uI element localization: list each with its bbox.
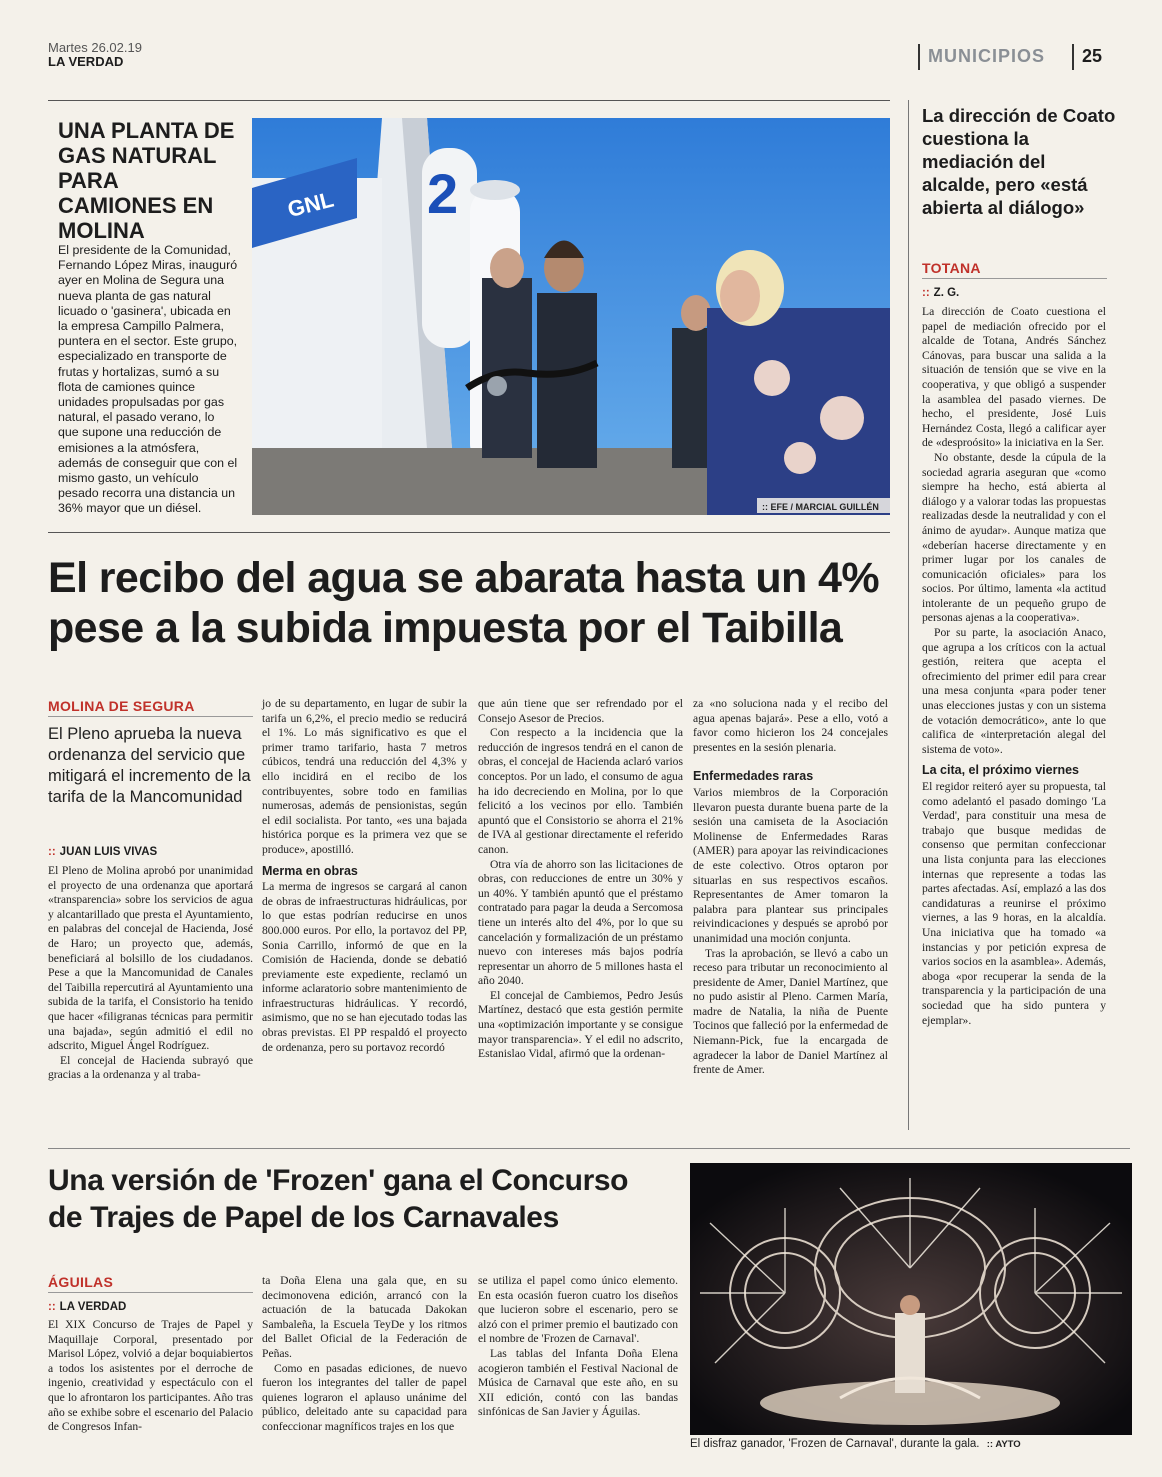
gas-photo-credit: :: EFE / MARCIAL GUILLÉN (762, 502, 879, 512)
frozen-col2-p2: Como en pasadas ediciones, de nuevo fueron los integrantes del taller de papel quienes lograron el aplauso unánime del público, deleitado ante su capacidad para confeccionar magníficos trajes en los que (262, 1361, 467, 1433)
water-headline-line1: El recibo del agua se abarata hasta un 4% (48, 554, 879, 602)
coato-p3: Por su parte, la asociación Anaco, que agrupa a los críticos con la actual gestión, reitera que acepta el ofrecimiento del primer edil para crear una mesa conjunta «para poder tener unas elecciones justas y con un sistema de votación democrático», ante lo que califica de «interpretación alegal del sistema de voto». (922, 626, 1106, 756)
frozen-headline-line2: de Trajes de Papel de los Carnavales (48, 1201, 559, 1234)
carnival-costume-illustration (690, 1163, 1132, 1435)
water-byline-text: JUAN LUIS VIVAS (59, 846, 158, 858)
carnival-photo (690, 1163, 1132, 1435)
enfermedades-subhead: Enfermedades raras (693, 769, 814, 784)
water-col1-p2: El concejal de Hacienda subrayó que gracias a la ordenanza y al traba- (48, 1053, 253, 1082)
top-rule (48, 100, 890, 101)
water-col1 (48, 864, 253, 1083)
merma-subhead: Merma en obras (262, 863, 358, 878)
paper-name: LA VERDAD (48, 54, 124, 69)
frozen-headline-line1: Una versión de 'Frozen' gana el Concurso (48, 1164, 629, 1197)
water-col3-p1: que aún tiene que ser refrendado por el Consejo Asesor de Precios. (478, 697, 683, 725)
water-col4-p2: Varios miembros de la Corporación llevaron puesta durante buena parte de la sesión una camiseta de la Asociación Molinense de Enfermedades Raras (AMER) para apoyar las reivindicaciones de este colectivo. Otros optaron por situarlas en sus respectivos escaños. Representantes de Amer tomaron la palabra para plantear sus principales reivindicaciones y después se aprobó por unanimidad una moción conjunta. (693, 785, 888, 945)
water-col2-p1: jo de su departamento, en lugar de subir la tarifa un 6,2%, el precio medio se reducirá el 1%. Lo más significativo es que el primer tramo tarifario, hasta 7 metros cúbicos, tendrá una reducción del 4,3% y ello incidirá en el recibo de los contribuyentes, sobre todo en familias numerosas, además de pensionistas, según el edil socialista. Por tanto, «es una bajada histórica porque es la primera vez que se produce», apostilló. (262, 697, 467, 856)
frozen-col3-p2: Las tablas del Infanta Doña Elena acogieron también el Festival Nacional de Música de Carnaval que este año, en su XII edición, contó con las bandas sinfónicas de San Javier y Águilas. (478, 1346, 678, 1419)
page-number: 25 (1082, 46, 1103, 66)
water-col4 (693, 697, 888, 1078)
frozen-top-rule (48, 1148, 1130, 1149)
water-col2 (262, 697, 467, 1055)
water-dek: El Pleno aprueba la nueva ordenanza del servicio que mitigará el incremento de la tarifa de la Mancomunidad (48, 725, 251, 806)
frozen-byline-text: LA VERDAD (59, 1301, 127, 1313)
issue-date: Martes 26.02.19 (48, 40, 142, 55)
frozen-col2 (262, 1274, 467, 1435)
coato-body (922, 305, 1106, 1028)
caption-text: El disfraz ganador, 'Frozen de Carnaval', durante la gala. (690, 1438, 980, 1450)
coato-p4: El regidor reiteró ayer su propuesta, tal como adelantó el pasado domingo 'La Verdad', para constituir una mesa de trabajo que busque medidas de consenso que permitan confeccionar una lista conjunta para las elecciones internas que represente a todas las partes afectadas. Así, emplazó a las dos candidaturas a reunirse el próximo viernes, a las 9 horas, en la alcaldía. Una iniciativa que ha tomado «a instancias y por petición expresa de varios socios en la asamblea». Además, aboga «por recuperar la senda de la transparencia y la participación de una sociedad que ha sido puntera y ejemplar». (922, 780, 1106, 1027)
coato-section-tag: TOTANA (922, 260, 981, 276)
water-col3-p2: Con respecto a la incidencia que la reducción de ingresos tendrá en el canon de obras, el concejal de Hacienda aclaró varios conceptos. Por un lado, el consumo de agua ha ido decreciendo en Molina, por lo que felicitó a los vecinos por ello. También apuntó que el Consistorio se ahorra el 21% de IVA al gestionar directamente el referido canon. (478, 726, 683, 856)
coato-byline-marker-icon: :: (922, 287, 930, 299)
water-byline (48, 846, 157, 858)
byline-marker-icon: :: (48, 846, 56, 858)
section-name: MUNICIPIOS (928, 46, 1046, 66)
frozen-tag-rule (48, 1292, 253, 1293)
right-column-rule (908, 100, 909, 1130)
coato-p2: No obstante, desde la cúpula de la sociedad agraria aseguran que «como siempre ha hecho, está abierta al diálogo y a valorar todas las propuestas realizadas desde la neutralidad y con el ánimo de ayudar». Aunque matiza que «deberían hacerse directamente y en primer lugar por los canales de comunicación oficiales» para los socios. Por último, lamenta «la actitud intolerante de un pequeño grupo de personas ajenas a la cooperativa». (922, 450, 1106, 625)
section-divider (918, 44, 920, 70)
coato-headline: La dirección de Coato cuestiona la mediación del alcalde, pero «está abierta al diálogo» (922, 105, 1116, 218)
caption-credit: :: AYTO (986, 1439, 1021, 1450)
gas-headline: UNA PLANTA DE GAS NATURAL PARA CAMIONES EN MOLINA (58, 118, 235, 243)
frozen-col1-p1: El XIX Concurso de Trajes de Papel y Maquillaje Corporal, presentado por Marisol López, volvió a dejar boquiabiertos a todos los asistentes por el derroche de ingenio, creatividad y espectáculo con el que lo afrontaron los participantes. Año tras año se exhibe sobre el escenario del Palacio de Congresos Infan- (48, 1318, 253, 1434)
gas-station-photo (252, 118, 890, 515)
gas-station-illustration (252, 118, 890, 515)
frozen-col2-p1: ta Doña Elena una gala que, en su decimonovena edición, arrancó con la actuación de la batucada Dakokan Sambaleña, la Escuela TeyDe y los ritmos del Ballet Oficial de la Federación de Peñas. (262, 1274, 467, 1360)
pump-number: 2 (427, 162, 459, 225)
coato-byline-text: Z. G. (933, 287, 960, 299)
water-section-tag: MOLINA DE SEGURA (48, 698, 195, 714)
water-col3-p3: Otra vía de ahorro son las licitaciones de obras, con reducciones de entre un 30% y un 40%. Y también apuntó que el préstamo contratado para pagar la deuda a Sercomosa tiene un interés alto del 4%, por lo que su cancelación y formalización de un préstamo nuevo con intereses más bajos podría representar un ahorro de 5 millones hasta el año 2040. (478, 857, 683, 988)
water-headline (48, 553, 898, 653)
frozen-byline-marker-icon: :: (48, 1301, 56, 1313)
water-headline-line2: pese a la subida impuesta por el Taibilla (48, 604, 843, 652)
gas-bottom-rule (48, 532, 890, 533)
water-col1-p1: El Pleno de Molina aprobó por unanimidad el proyecto de una ordenanza que aportará «transparencia» sobre los servicios de agua y alcantarillado que presta el Ayuntamiento, en palabras del concejal de Hacienda, José de Haro; un proyecto que, además, beneficiará al bolsillo de los ciudadanos. Pese a que la Mancomunidad de Canales del Taibilla repercutirá al Ayuntamiento una subida de la tarifa, el Consistorio ha tenido que hacer «filigranas técnicas para permitir una bajada», según admitió el edil no adscrito, Miguel Ángel Rodríguez. (48, 864, 253, 1053)
coato-subhead: La cita, el próximo viernes (922, 763, 1080, 778)
water-tag-rule (48, 716, 253, 717)
water-col2-p2: La merma de ingresos se cargará al canon de obras de infraestructuras hidráulicas, por lo que estas podrían reducirse en unos 800.000 euros. Por ello, la portavoz del PP, Sonia Carrillo, informó de que en la Comisión de Hacienda, donde se debatió previamente este expediente, reclamó un informe aclaratorio sobre mantenimiento de infraestructuras hidráulicas. Y recordó, asimismo, que no se han ejecutado todas las obras previstas. El PP respaldó el proyecto de ordenanza, pero su portavoz recordó (262, 880, 467, 1054)
water-col4-p1: za «no soluciona nada y el recibo del agua apenas bajará». Pese a ello, votó a favor como hicieron los 24 concejales presentes en la sesión plenaria. (693, 697, 888, 754)
frozen-col1 (48, 1318, 253, 1435)
frozen-col3 (478, 1274, 678, 1420)
carnival-caption (690, 1438, 1132, 1450)
coato-byline (922, 287, 959, 299)
water-col4-p3: Tras la aprobación, se llevó a cabo un receso para tributar un reconocimiento al presidente de Amer, Daniel Martínez, que no pudo asistir al Pleno. Carmen María, madre de Natalia, la niña de Puente Tocinos que falleció por la enfermedad de Niemann-Pick, fue la encargada de agradecer la labor de Daniel Martínez al frente de Amer. (693, 946, 888, 1077)
water-col3-p4: El concejal de Cambiemos, Pedro Jesús Martínez, destacó que esta gestión permite una «optimización importante y se consigue mayor transparencia». Y el edil no adscrito, Estanislao Vidal, afirmó que la ordenan- (478, 988, 683, 1061)
gnl-label: GNL (285, 186, 337, 223)
frozen-section-tag: ÁGUILAS (48, 1274, 114, 1290)
frozen-byline (48, 1301, 126, 1313)
coato-p1: La dirección de Coato cuestiona el papel de mediación ofrecido por el alcalde de Totana, Andrés Sánchez Cánovas, para buscar una salida a la situación de tensión que se vive en la cooperativa, y que obligó a suspender la asamblea del pasado viernes. De hecho, el presidente, José Luis Hernández Costa, llegó a calificar ayer de «desproósito» la iniciativa en la Ser. (922, 305, 1106, 450)
frozen-col3-p1: se utiliza el papel como único elemento. En esta ocasión fueron cuatro los diseños que lucieron sobre el escenario, pero se alzó con el primer premio el bautizado con el nombre de 'Frozen de Carnaval'. (478, 1274, 678, 1346)
water-col3 (478, 697, 683, 1062)
frozen-headline (48, 1162, 698, 1236)
coato-tag-rule (922, 278, 1107, 279)
page-divider (1072, 44, 1074, 70)
gas-body: El presidente de la Comunidad, Fernando López Miras, inauguró ayer en Molina de Segura una nueva planta de gas natural licuado o 'gasinera', ubicada en la empresa Campillo Palmera, puntera en el sector. Este grupo, especializado en transporte de frutas y hortalizas, sumó a su flota de camiones quince unidades propulsadas por gas natural, el pasado verano, lo que supone una reducción de emisiones a la atmósfera, además de conseguir que con el mismo gasto, un vehículo pesado recorra una distancia un 36% mayor que un diésel. (58, 243, 238, 516)
